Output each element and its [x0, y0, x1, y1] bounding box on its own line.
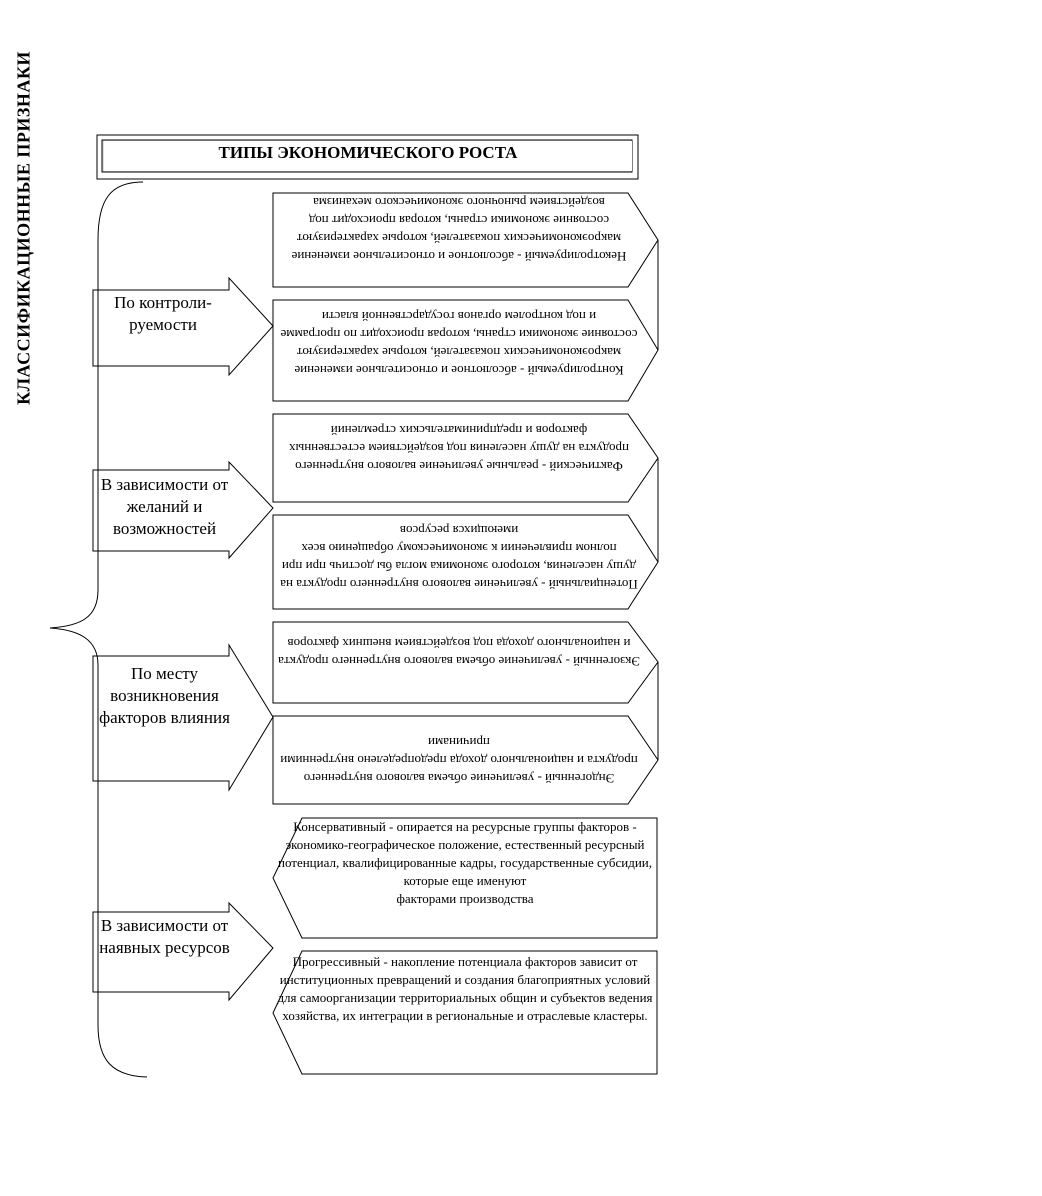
- side-label-container: [10, 50, 38, 405]
- category-label-factors: По месту возникновения факторов влияния: [99, 664, 230, 727]
- type-exogenous: Экзогенный - увеличение объема валового внутреннего продукта и национального дохода под воздействием внешних факторов: [278, 636, 640, 669]
- type-uncontrolled: Некотролируемый - абсолютное и относительное изменение макроэкономических показателей, которые характеризуют состояние экономики страны, которая происходит под воздействием рыночного экономического механизма: [291, 195, 627, 264]
- type-actual: Фактический - реальные увеличение валового внутреннего продукта на душу населения под воздействием естественных факторов и предпринимательских стремлений: [289, 423, 629, 474]
- type-potential: Потенциальный - увеличение валового внутреннего продукта на душу населения, которого экономика могла бы достичь при при полном привлечении к экономическому обращению всех имеющихся ресурсов: [280, 523, 638, 592]
- type-progressive: Прогрессивный - накопление потенциала факторов зависит от институционных превращений и создания благоприятных условий для самоорганизации территориальных общин и субъектов ведения хозяйства, их интеграции в региональные и отраслевые кластеры.: [277, 954, 653, 1023]
- type-controlled: Контролируемый - абсолютное и относительное изменение макроэкономических показателей, которые характеризуют состояние экономики страны, которая происходит по программе и под контролем органов государственной власти: [280, 309, 638, 378]
- side-label: КЛАССИФИКАЦИОННЫЕ ПРИЗНАКИ: [13, 50, 34, 405]
- type-conservative: Консервативный - опирается на ресурсные группы факторов - экономико-географическое положение, естественный ресурсный потенциал, квалифицированные кадры, государственные субсидии, которые еще именуют факторами производства: [277, 819, 653, 906]
- type-endogenous: Эндогенный - увеличение объема валового внутреннего продукта и национального дохода предопределено внутренними причинами: [280, 735, 638, 786]
- category-label-controllability: По контроли- руемости: [114, 293, 212, 334]
- category-label-desires: В зависимости от желаний и возможностей: [100, 475, 229, 538]
- diagram-title: ТИПЫ ЭКОНОМИЧЕСКОГО РОСТА: [218, 143, 518, 162]
- category-label-resources: В зависимости от наявных ресурсов: [99, 916, 230, 957]
